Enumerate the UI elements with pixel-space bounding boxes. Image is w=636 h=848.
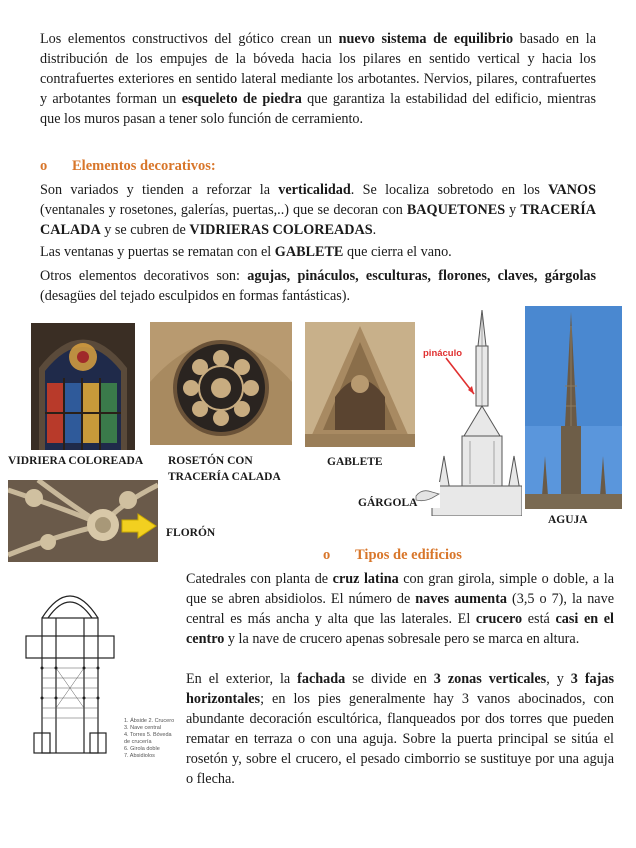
caption-vidriera: VIDRIERA COLOREADA bbox=[8, 455, 144, 467]
edificios-paragraph-2: En el exterior, la fachada se divide en 3 zonas verticales, y 3 fajas horizontales; en los pies generalmente hay 3 vanos abocinados, con abundante decoración escultórica, flanqueados por dos torres que pueden rematar en terraza o con una aguja. Sobre la puerta principal se sitúa el rosetón y, sobre el crucero, el pesado cimborrio se sustituye por una aguja o flecha. bbox=[186, 671, 614, 787]
floron-image bbox=[8, 480, 158, 562]
caption-aguja: AGUJA bbox=[548, 514, 588, 526]
plan-legend: 1. Ábside 2. Crucero 3. Nave central 4. Torres 5. Bóveda de crucería 6. Girola doble 7. Absidiolos bbox=[124, 718, 175, 759]
caption-gargola: GÁRGOLA bbox=[358, 497, 418, 509]
roseton-image bbox=[150, 322, 292, 445]
caption-gablete: GABLETE bbox=[327, 456, 383, 468]
caption-roseton-2: TRACERÍA CALADA bbox=[168, 471, 281, 483]
decorativos-paragraph-1: Son variados y tienden a reforzar la verticalidad. Se localiza sobretodo en los VANOS (ventanales y rosetones, galerías, puertas,..) que se decoran con BAQUETONES y TRACERÍA CALADA y se cubren de VIDRIERAS COLOREADAS. bbox=[40, 182, 596, 238]
section-heading-edificios: o Tipos de edificios bbox=[323, 547, 462, 563]
gargola-image bbox=[414, 482, 440, 508]
cathedral-plan-image bbox=[20, 578, 120, 758]
gablete-image bbox=[305, 322, 415, 447]
decorativos-paragraph-3: Otros elementos decorativos son: agujas, pináculos, esculturas, florones, claves, gárgolas (desagües del tejado esculpidos en formas fantásticas). bbox=[40, 268, 596, 304]
caption-roseton-1: ROSETÓN CON bbox=[168, 455, 253, 467]
section-heading-decorativos: o Elementos decorativos: bbox=[40, 158, 216, 174]
decorativos-paragraph-2: Las ventanas y puertas se rematan con el GABLETE que cierra el vano. bbox=[40, 244, 452, 260]
pinaculo-label: pináculo bbox=[423, 348, 463, 359]
vidriera-image bbox=[31, 323, 135, 450]
edificios-paragraph-1: Catedrales con planta de cruz latina con gran girola, simple o doble, a la que se abren absidiolos. El número de naves aumenta (3,5 o 7), la nave central es más ancha y alta que las laterales. El crucero está casi en el centro y la nave de crucero apenas sobresale pero se marca en altura. bbox=[186, 571, 615, 647]
aguja-image bbox=[525, 306, 622, 509]
intro-paragraph: Los elementos constructivos del gótico crean un nuevo sistema de equilibrio basado en la distribución de los empujes de la bóveda hacia los pilares en sentido vertical y hacia los contrafuertes exteriores en sentido lateral mediante los arbotantes. Nervios, pilares, contrafuertes y arbotantes forman un esqueleto de piedra que garantiza la estabilidad del edificio, mientras que los muros pasan a tener solo función de cerramiento. bbox=[40, 31, 597, 127]
caption-floron: FLORÓN bbox=[166, 527, 216, 539]
